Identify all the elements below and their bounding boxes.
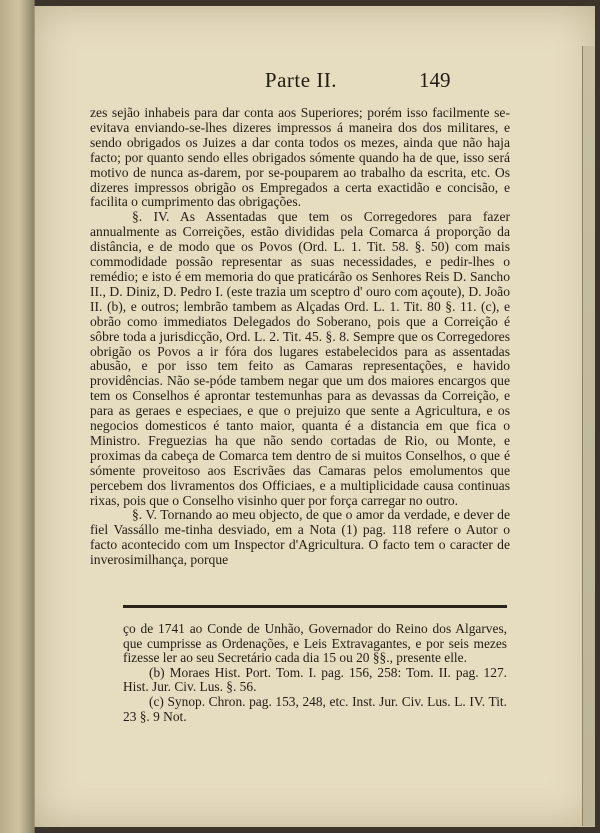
paragraph-section-v: §. V. Tornando ao meu objecto, de que o amor da verdade, e dever de fiel Vassállo me-tinha desviado, em a Nota (1) pag. 118 refere o Autor o facto acontecido com um Inspector d'Agricultura. O facto tem o caracter de inverosimilhança, porque: [90, 507, 510, 568]
paragraph-continuation: zes sejão inhabeis para dar conta aos Superiores; porém isso facilmente se-evitava enviando-se-lhes dizeres impressos á maneira dos dos militares, e sendo obrigados os Juizes a dar conta todos os mezes, ainda que não haja facto; por quanto sendo elles obrigados sómente quando ha de que, isso será motivo de nunca as-darem, por se-pouparem ao trabalho da escrita, etc. Os dizeres impressos obrigão os Empregados a certa exactidão e concisão, e facilita o cumprimento das obrigações.: [90, 105, 510, 210]
footnote-rule: [123, 605, 507, 608]
footnote-b: (b) Moraes Hist. Port. Tom. I. pag. 156, 258: Tom. II. pag. 127. Hist. Jur. Civ. Lus. §. 56.: [123, 664, 507, 695]
footnotes: [123, 622, 507, 724]
book-page: [34, 6, 595, 827]
page-number: 149: [419, 68, 451, 92]
running-head: Parte II.: [264, 68, 338, 92]
page-header: [35, 68, 595, 94]
page-edge-strip: [582, 46, 595, 826]
main-text: [90, 106, 510, 568]
footnote-c: (c) Synop. Chron. pag. 153, 248, etc. Inst. Jur. Civ. Lus. L. IV. Tit. 23 §. 9 Not.: [123, 693, 507, 724]
previous-page-edge: [0, 0, 35, 833]
paragraph-section-iv: §. IV. As Assentadas que tem os Corregedores para fazer annualmente as Correições, estão divididas pela Comarca á proporção da distância, e de modo que os Povos (Ord. L. 1. Tit. 58. §. 50) com mais commodidade possão representar as suas necessidades, e pedir-lhes o remédio; e isto é em memoria do que praticárão os Senhores Reis D. Sancho II., D. Diniz, D. Pedro I. (este trazia um sceptro d' ouro com açoute), D. João II. (b), e outros; lembrão tambem as Alçadas Ord. L. 1. Tit. 80 §. 11. (c), e obrão como immediatos Delegados do Soberano, pois que a Correição é sôbre toda a jurisdicção, Ord. L. 2. Tit. 45. §. 8. Sempre que os Corregedores obrigão os Povos a ir fóra dos lugares estabelecidos para as assentadas abusão, e por isso tem feito as Camaras representações, e havido providências. Não se-póde tambem negar que um dos maiores encargos que tem os Conselhos é aprontar testemunhas para as devassas da Correição, e para as geraes e especiaes, e que o prejuizo que sente a Agricultura, e os negocios domesticos é tanto maior, quanta é a distancia em que fica o Ministro. Freguezias ha que não sendo cortadas de Rio, ou Monte, e proximas da cabeça de Comarca tem dentro de si muitos Conselhos, o que é sómente proveitoso aos Escrivães das Camaras pelos emolumentos que percebem dos livramentos dos Officiaes, e a multiplicidade causa continuas rixas, pois que o Conselho visinho quer por força carregar no outro.: [90, 209, 510, 508]
footnote-continuation: ço de 1741 ao Conde de Unhão, Governador do Reino dos Algarves, que cumprisse as Ordenações, e Leis Extravagantes, e por seis mezes fizesse ler ao seu Secretário cada dia 15 ou 20 §§., presente elle.: [123, 621, 507, 666]
